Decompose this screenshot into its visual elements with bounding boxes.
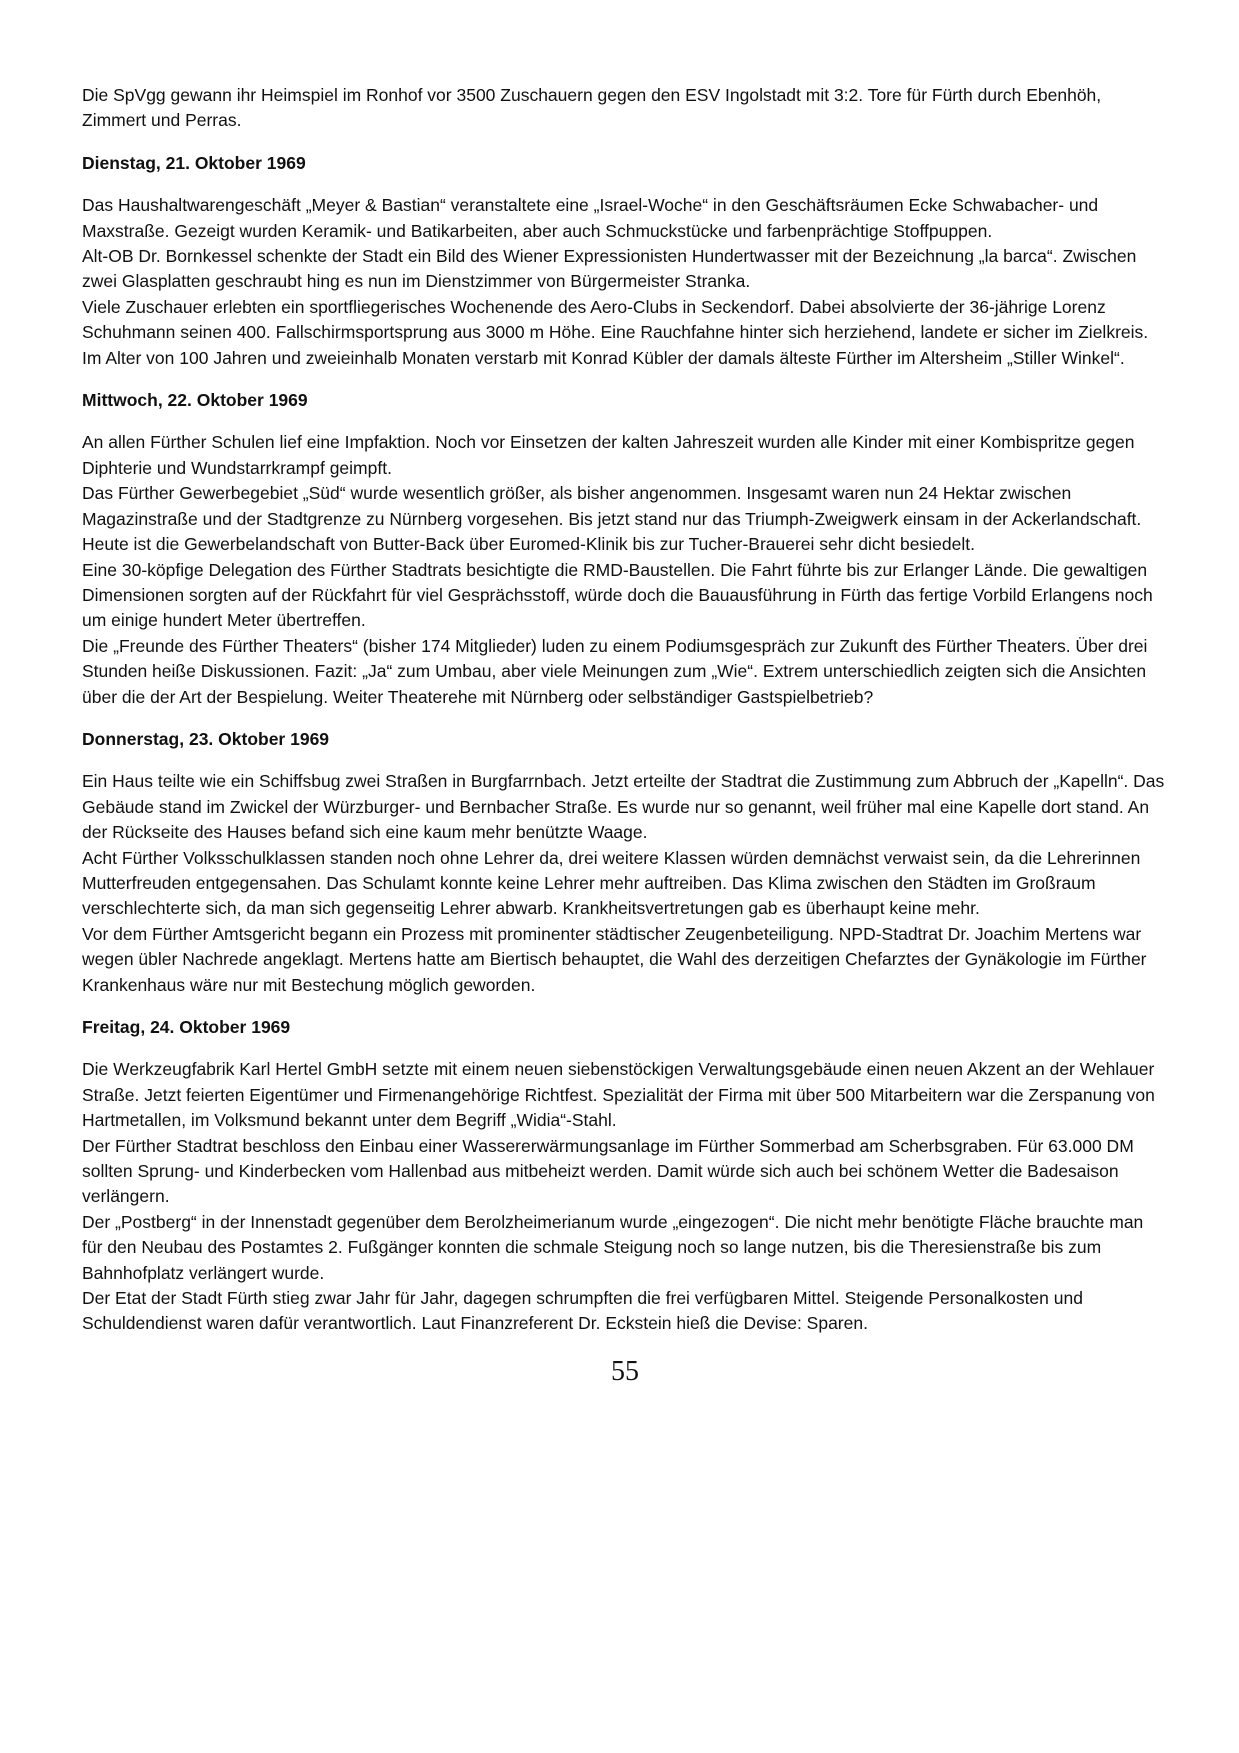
news-paragraph: Der Fürther Stadtrat beschloss den Einbau einer Wassererwärmungsanlage im Fürther Sommerbad am Scherbsgraben. Für 63.000 DM sollten Sprung- und Kinderbecken vom Hallenbad aus mitbeheizt werden. Damit würde sich auch bei schönem Wetter die Badesaison verlängern. — [82, 1135, 1134, 1207]
news-paragraph: Acht Fürther Volksschulklassen standen noch ohne Lehrer da, drei weitere Klassen würden demnächst verwaist sein, da die Lehrerinnen Mutterfreuden entgegensahen. Das Schulamt konnte keine Lehrer mehr auftreiben. Das Klima zwischen den Städten im Großraum verschlechterte sich, da man sich gegenseitig Lehrer abwarb. Krankheitsvertretungen gab es überhaupt keine mehr. — [82, 847, 1141, 919]
section-heading-mittwoch: Mittwoch, 22. Oktober 1969 — [82, 390, 308, 411]
section-heading-dienstag: Dienstag, 21. Oktober 1969 — [82, 152, 306, 173]
news-paragraph: Die Werkzeugfabrik Karl Hertel GmbH setzte mit einem neuen siebenstöckigen Verwaltungsgebäude einen neuen Akzent an der Wehlauer Straße. Jetzt feierten Eigentümer und Firmenangehörige Richtfest. Spezialität der Firma mit über 500 Mitarbeitern war die Zerspanung von Hartmetallen, im Volksmund bekannt unter dem Begriff „Widia“-Stahl. — [82, 1059, 1155, 1131]
news-paragraph: Alt-OB Dr. Bornkessel schenkte der Stadt ein Bild des Wiener Expressionisten Hundertwasser mit der Bezeichnung „la barca“. Zwischen zwei Glasplatten geschraubt hing es nun im Dienstzimmer von Bürgermeister Stranka. — [82, 246, 1137, 292]
news-paragraph: Das Haushaltwarengeschäft „Meyer & Bastian“ veranstaltete eine „Israel-Woche“ in den Geschäftsräumen Ecke Schwabacher- und Maxstraße. Gezeigt wurden Keramik- und Batikarbeiten, aber auch Schmuckstücke und farbenprächtige Stoffpuppen. — [82, 195, 1099, 241]
news-paragraph: Der Etat der Stadt Fürth stieg zwar Jahr für Jahr, dagegen schrumpften die frei verfügbaren Mittel. Steigende Personalkosten und Schuldendienst waren dafür verantwortlich. Laut Finanzreferent Dr. Eckstein hieß die Devise: Sparen. — [82, 1288, 1083, 1334]
section-heading-donnerstag: Donnerstag, 23. Oktober 1969 — [82, 728, 330, 749]
intro-paragraph: Die SpVgg gewann ihr Heimspiel im Ronhof vor 3500 Zuschauern gegen den ESV Ingolstadt mit 3:2. Tore für Fürth durch Ebenhöh, Zimmert und Perras. — [82, 85, 1102, 131]
news-paragraph: Vor dem Fürther Amtsgericht begann ein Prozess mit prominenter städtischer Zeugenbeteiligung. NPD-Stadtrat Dr. Joachim Mertens war wegen übler Nachrede angeklagt. Mertens hatte am Biertisch behauptet, die Wahl des derzeitigen Chefarztes der Gynäkologie im Fürther Krankenhaus wäre nur mit Bestechung möglich geworden. — [82, 923, 1147, 995]
page-number: 55 — [611, 1355, 639, 1387]
news-paragraph: Der „Postberg“ in der Innenstadt gegenüber dem Berolzheimerianum wurde „eingezogen“. Die nicht mehr benötigte Fläche brauchte man für den Neubau des Postamtes 2. Fußgänger konnten die schmale Steigung noch so lange nutzen, bis die Theresienstraße bis zum Bahnhofplatz verlängert wurde. — [82, 1211, 1144, 1283]
news-paragraph: Eine 30-köpfige Delegation des Fürther Stadtrats besichtigte die RMD-Baustellen. Die Fahrt führte bis zur Erlanger Lände. Die gewaltigen Dimensionen sorgten auf der Rückfahrt für viel Gesprächsstoff, würde doch die Bauausführung in Fürth das fertige Vorbild Erlangens noch um einige hundert Meter übertreffen. — [82, 559, 1153, 631]
news-paragraph: Das Fürther Gewerbegebiet „Süd“ wurde wesentlich größer, als bisher angenommen. Insgesamt waren nun 24 Hektar zwischen Magazinstraße und der Stadtgrenze zu Nürnberg vorgesehen. Bis jetzt stand nur das Triumph-Zweigwerk einsam in der Ackerlandschaft. Heute ist die Gewerbelandschaft von Butter-Back über Euromed-Klinik bis zur Tucher-Brauerei sehr dicht besiedelt. — [82, 483, 1142, 555]
section-heading-freitag: Freitag, 24. Oktober 1969 — [82, 1017, 291, 1037]
news-paragraph: Ein Haus teilte wie ein Schiffsbug zwei Straßen in Burgfarrnbach. Jetzt erteilte der Stadtrat die Zustimmung zum Abbruch der „Kapelln“. Das Gebäude stand im Zwickel der Würzburger- und Bernbacher Straße. Es wurde nur so genannt, weil früher mal eine Kapelle dort stand. An der Rückseite des Hauses befand sich eine kaum mehr benützte Waage. — [82, 771, 1165, 843]
news-paragraph: Die „Freunde des Fürther Theaters“ (bisher 174 Mitglieder) luden zu einem Podiumsgespräch zur Zukunft des Fürther Theaters. Über drei Stunden heiße Diskussionen. Fazit: „Ja“ zum Umbau, aber viele Meinungen zum „Wie“. Extrem unterschiedlich zeigten sich die Ansichten über die der Art der Bespielung. Weiter Theaterehe mit Nürnberg oder selbständiger Gastspielbetrieb? — [82, 635, 1148, 707]
news-paragraph: An allen Fürther Schulen lief eine Impfaktion. Noch vor Einsetzen der kalten Jahreszeit wurden alle Kinder mit einer Kombispritze gegen Diphterie und Wundstarrkrampf geimpft. — [82, 432, 1135, 478]
news-paragraph: Im Alter von 100 Jahren und zweieinhalb Monaten verstarb mit Konrad Kübler der damals älteste Fürther im Altersheim „Stiller Winkel“. — [82, 347, 1125, 368]
news-paragraph: Viele Zuschauer erlebten ein sportfliegerisches Wochenende des Aero-Clubs in Seckendorf. Dabei absolvierte der 36-jährige Lorenz Schuhmann seinen 400. Fallschirmsportsprung aus 3000 m Höhe. Eine Rauchfahne hinter sich herziehend, landete er sicher im Zielkreis. — [82, 296, 1149, 343]
chronicle-content — [82, 83, 1168, 1387]
